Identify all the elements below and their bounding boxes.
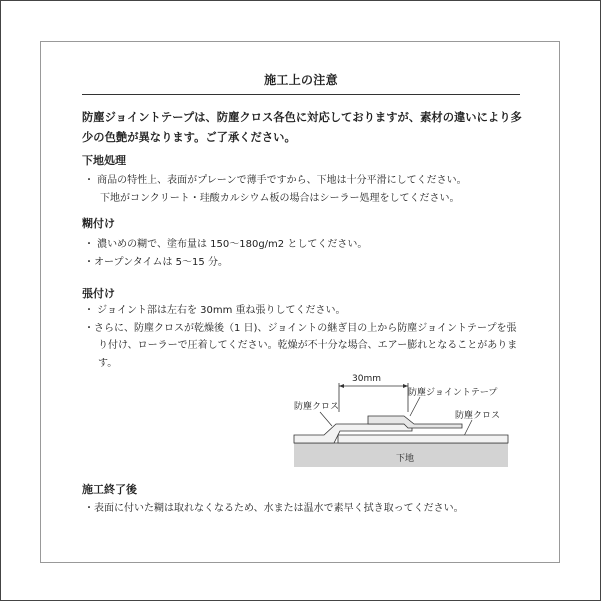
list-item: ・オープンタイムは 5〜15 分。 bbox=[84, 256, 228, 268]
page-title: 施工上の注意 bbox=[264, 73, 338, 87]
dimension-arrow-left bbox=[339, 384, 344, 388]
section-heading-application: 張付け bbox=[82, 287, 115, 300]
cloth-left-label: 防塵クロス bbox=[294, 402, 340, 412]
dimension-label: 30mm bbox=[352, 374, 381, 384]
list-item: ・ 濃いめの糊で、塗布量は 150〜180g/m2 としてください。 bbox=[84, 239, 368, 250]
tape-label: 防塵ジョイントテープ bbox=[408, 388, 498, 398]
list-item: ・ ジョイント部は左右を 30mm 重ね張りしてください。 bbox=[84, 305, 346, 316]
list-item: ・表面に付いた糊は取れなくなるため、水または温水で素早く拭き取ってください。 bbox=[84, 503, 464, 514]
list-item: ・ 商品の特性上、表面がプレーンで薄手ですから、下地は十分平滑にしてください。 bbox=[84, 175, 467, 186]
section-list-after bbox=[84, 500, 524, 518]
list-item: ・さらに、防塵クロスが乾燥後（1 日)、ジョイントの継ぎ目の上から防塵ジョイントテープを張り付け、ローラーで圧着してください。乾燥が不十分な場合、エアー膨れとなることがあります。 bbox=[84, 322, 518, 369]
section-list-adhesive bbox=[84, 236, 524, 271]
leader-line-cloth-right bbox=[464, 420, 472, 436]
title-underline bbox=[82, 94, 520, 95]
substrate-label: 下地 bbox=[396, 454, 415, 464]
section-heading-after: 施工終了後 bbox=[82, 483, 137, 496]
section-heading-substrate: 下地処理 bbox=[82, 154, 126, 167]
section-list-application bbox=[84, 302, 524, 372]
intro-text: 防塵ジョイントテープは、防塵クロス各色に対応しておりますが、素材の違いにより多少の色艶が異なります。ご了承ください。 bbox=[82, 111, 522, 144]
joint-cross-section-diagram bbox=[280, 368, 520, 468]
section-list-substrate bbox=[84, 172, 524, 207]
list-item: 下地がコンクリート・珪酸カルシウム板の場合はシーラー処理をしてください。 bbox=[100, 192, 460, 204]
cloth-right-label: 防塵クロス bbox=[455, 411, 501, 421]
leader-line-cloth-left bbox=[320, 412, 332, 426]
cloth-right-layer bbox=[338, 435, 508, 443]
leader-line-tape bbox=[410, 397, 420, 416]
section-heading-adhesive: 糊付け bbox=[82, 217, 115, 230]
